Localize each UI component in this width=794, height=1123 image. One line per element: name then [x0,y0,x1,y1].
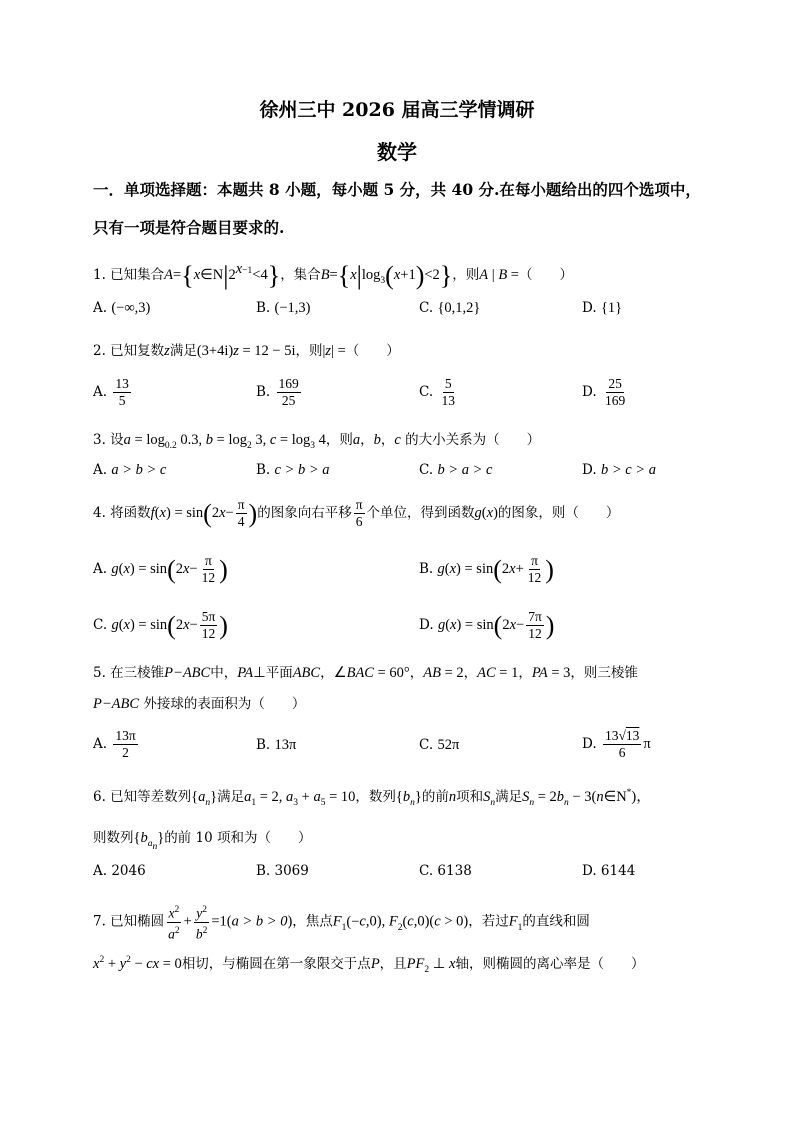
q1-option-b: B. (−1,3) [256,300,311,316]
q1-tail: （ ） [518,267,573,283]
q4-option-a: A. g(x) = sin(2x− $\frac{\pi}{12}$ ) [93,553,228,585]
q6-option-d: D. 6144 [582,863,636,879]
q2-option-d: D. $\frac{25}{169}$ [582,376,626,408]
section-heading-line1: 一．单项选择题：本题共 8 小题，每小题 5 分，共 40 分.在每小题给出的四个选项中， [93,180,701,199]
question-2: 2. 已知复数z满足(3+4i)z = 12 − 5i，则|z| =（ ） [93,343,400,359]
q1-option-d: D. {1} [582,300,623,316]
q5-option-b: B. 13π [256,737,297,753]
q1-option-a: A. (−∞,3) [93,300,151,316]
q6-option-c: C. 6138 [419,863,472,879]
q4-option-c: C. g(x) = sin(2x− $\frac{5\pi}{12}$ ) [93,609,228,641]
section-heading-line2: 只有一项是符合题目要求的. [93,218,285,237]
question-5-line2: P−ABC 外接球的表面积为（ ） [93,696,306,712]
q6-option-b: B. 3069 [256,863,309,879]
question-5: 5. 在三棱锥P−ABC中，PA⊥平面ABC，∠BAC = 60°，AB = 2，AC = 1，PA = 3，则三棱锥 [93,665,638,681]
question-7: 7. 已知椭圆 $\frac{x^2}{a^2}$ + $\frac{y^2}{b^2}$ =1(a > b > 0)，焦点$F_1(-c,0)$, $F_2(c,0)(c > 0)$，若过$F_1$的直线和圆 [93,902,713,942]
q2-option-b: B. $\frac{169}{25}$ [256,376,299,408]
q2-option-a: A. $\frac{13}{5}$ [93,376,129,408]
exam-subject: 数学 [377,140,417,164]
q3-option-b: B. c > b > a [256,462,330,478]
q6-option-a: A. 2046 [93,863,146,879]
question-1: 1. 已知集合$A=\{x\in N|2^{x-1}<4\}$，集合$B=\{x|\log_3(x+1)<2\}$，则A | B =（ ） [93,261,573,290]
q3-option-d: D. b > c > a [582,462,656,478]
q5-option-d: D. $\frac{13√13}{6}$ π [582,728,651,760]
question-3: 3. 设$a = \log_{0.2} 0.3$, $b = \log_2 3$, $c = \log_3 4$，则a，b，c 的大小关系为（ ） [93,432,541,451]
question-6-line2: 则数列$\{b_{a_n}\}$的前 10 项和为（ ） [93,830,312,852]
question-6: 6. 已知等差数列$\{a_n\}$满足$a_1 = 2$, $a_3 + a_5 = 10$，数列$\{b_n\}$的前n项和$S_n$满足$S_n = 2b_n$ − 3(n∈N*)， [93,788,651,808]
q4-option-b: B. g(x) = sin(2x+ $\frac{\pi}{12}$ ) [419,553,554,585]
question-7-line2: $x^2 + y^2$ − cx = 0相切，与椭圆在第一象限交于点P，且$PF_2$ ⊥ x轴，则椭圆的离心率是（ ） [93,955,645,975]
question-4: 4. 将函数f(x) = sin(2x− $\frac{\pi}{4}$ )的图象向右平移 $\frac{\pi}{6}$ 个单位，得到函数g(x)的图象，则（ ） [93,497,620,529]
set-a-expression: A [164,267,174,283]
q1-option-c: C. {0,1,2} [419,300,481,316]
set-b-expression: B [320,267,330,283]
q1-prefix: 1. 已知集合 [93,267,165,283]
q5-option-c: C. 52π [419,737,460,753]
exam-title: 徐州三中 2026 届高三学情调研 [259,99,535,121]
q2-option-c: C. $\frac{5}{13}$ [419,376,455,408]
q1-suffix: ，则 [452,267,480,283]
q4-option-d: D. g(x) = sin(2x− $\frac{7\pi}{12}$ ) [419,609,555,641]
q3-option-a: A. a > b > c [93,462,167,478]
q1-mid: ，集合 [280,267,321,283]
q5-option-a: A. $\frac{13\pi}{2}$ [93,728,136,760]
q3-option-c: C. b > a > c [419,462,493,478]
